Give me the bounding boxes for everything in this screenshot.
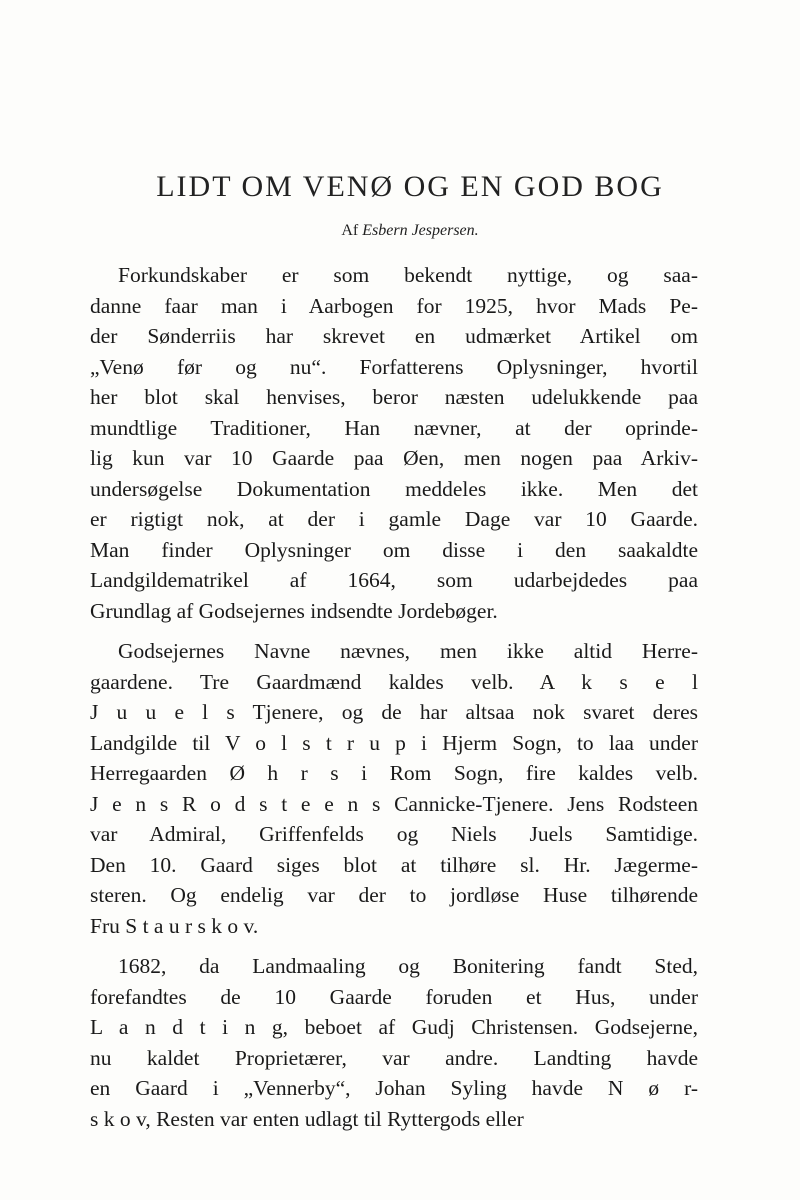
byline-author: Esbern Jespersen. [362,222,479,239]
paragraph-line: lig kun var 10 Gaarde paa Øen, men nogen paa Arkiv- [90,446,698,470]
paragraph [90,636,698,941]
paragraph-gap [90,626,698,636]
paragraph-line: Herregaarden Ø h r s i Rom Sogn, fire kaldes velb. [90,761,698,785]
paragraph-line: var Admiral, Griffenfelds og Niels Juels Samtidige. [90,822,698,846]
paragraph-line: Landgilde til V o l s t r u p i Hjerm Sogn, to laa under [90,730,698,755]
paragraph-line: „Venø før og nu“. Forfatterens Oplysninger, hvortil [90,354,698,379]
paragraph-line: nu kaldet Proprietærer, var andre. Landting havde [90,1045,698,1070]
paragraph-line: Forkundskaber er som bekendt nyttige, og saa- [118,263,698,287]
paragraph-line: Den 10. Gaard siges blot at tilhøre sl. Hr. Jægerme- [90,852,698,877]
paragraph-line: steren. Og endelig var der to jordløse Huse tilhørende [90,883,698,907]
article-title: LIDT OM VENØ OG EN GOD BOG [156,170,664,203]
paragraph-line: er rigtigt nok, at der i gamle Dage var 10 Gaarde. [90,507,698,531]
paragraph-line: J e n s R o d s t e e n s Cannicke-Tjenere. Jens Rodsteen [90,791,698,816]
paragraph-line: Landgildematrikel af 1664, som udarbejdedes paa [90,568,698,592]
paragraph-line: danne faar man i Aarbogen for 1925, hvor Mads Pe- [90,293,698,318]
paragraph [90,951,698,1134]
paragraph-line: forefandtes de 10 Gaarde foruden et Hus, under [90,984,698,1009]
paragraph-line: en Gaard i „Vennerby“, Johan Syling havde N ø r- [90,1076,698,1100]
paragraph-line: s k o v, Resten var enten udlagt til Ryttergods eller [90,1106,524,1131]
paragraph-gap [90,941,698,951]
paragraph-line: undersøgelse Dokumentation meddeles ikke. Men det [90,476,698,501]
paragraph-line: J u u e l s Tjenere, og de har altsaa nok svaret deres [90,700,698,724]
paragraph-line: L a n d t i n g, beboet af Gudj Christensen. Godsejerne, [90,1015,698,1039]
article-byline [90,222,730,240]
paragraph-line: Fru S t a u r s k o v. [90,913,259,938]
paragraph [90,260,698,626]
paragraph-line: Grundlag af Godsejernes indsendte Jordebøger. [90,598,498,623]
paragraph-line: gaardene. Tre Gaardmænd kaldes velb. A k s e l [90,669,698,694]
paragraph-line: Man finder Oplysninger om disse i den saakaldte [90,537,698,562]
paragraph-line: der Sønderriis har skrevet en udmærket Artikel om [90,324,698,348]
byline-prefix: Af [341,222,363,239]
paragraph-line: her blot skal henvises, beror næsten udelukkende paa [90,385,698,409]
paragraph-line: 1682, da Landmaaling og Bonitering fandt Sted, [118,954,698,978]
paragraph-line: Godsejernes Navne nævnes, men ikke altid Herre- [118,639,698,663]
article-body [90,260,698,1134]
paragraph-line: mundtlige Traditioner, Han nævner, at der oprinde- [90,415,698,440]
